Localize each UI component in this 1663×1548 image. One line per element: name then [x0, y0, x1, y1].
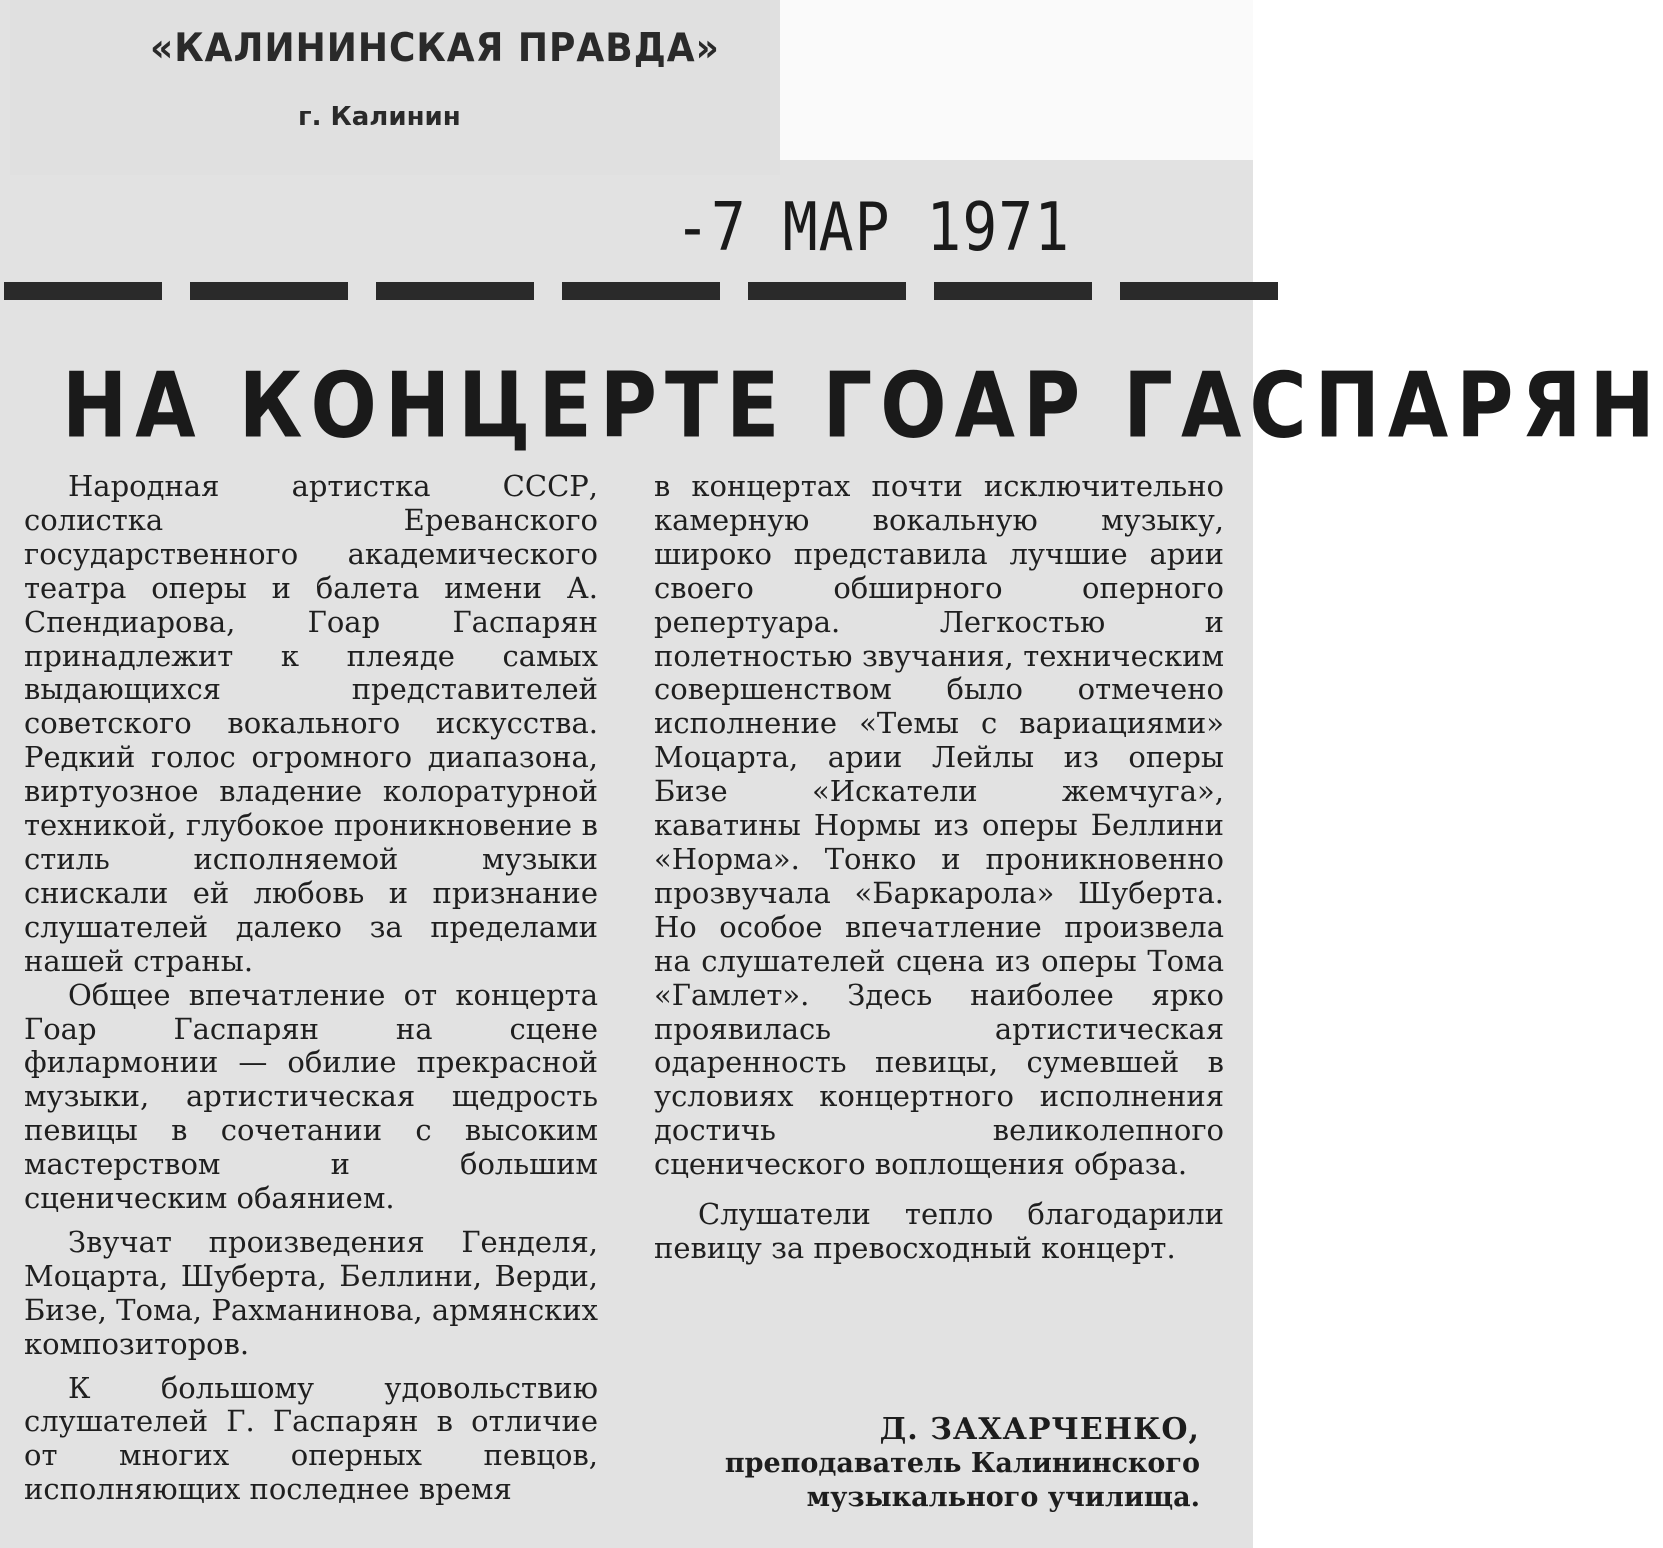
paragraph: Народная артистка СССР, солистка Ереванского государственного академического театра оперы и балета имени А. Спендиарова, Гоар Гаспарян принадлежит к плеяде самых выдающихся представителей советского вокального искусства. Редкий голос огромного диапазона, виртуозное владение колоратурной техникой, глубокое проникновение в стиль исполняемой музыки снискали ей любовь и признание слушателей далеко за пределами нашей страны. — [24, 469, 598, 978]
newspaper-city: г. Калинин — [298, 102, 461, 132]
date-stamp: -7 МАР 1971 — [675, 188, 1071, 267]
paragraph: К большому удовольствию слушателей Г. Гаспарян в отличие от многих оперных певцов, исполняющих последнее время — [24, 1370, 598, 1507]
clipping-cut-notch — [780, 0, 1253, 160]
paragraph: в концертах почти исключительно камерную вокальную музыку, широко представила лучшие арии своего обширного оперного репертуара. Легкостью и полетностью звучания, техническим совершенством было отмечено исполнение «Темы с вариациями» Моцарта, арии Лейлы из оперы Бизе «Искатели жемчуга», каватины Нормы из оперы Беллини «Норма». Тонко и проникновенно прозвучала «Баркарола» Шуберта. Но особое впечатление произвела на слушателей сцена из оперы Тома «Гамлет». Здесь наиболее ярко проявилась артистическая одаренность певицы, сумевшей в условиях концертного исполнения достичь великолепного сценического воплощения образа. — [654, 469, 1224, 1182]
paragraph: Общее впечатление от концерта Гоар Гаспарян на сцене филармонии — обилие прекрасной музыки, артистическая щедрость певицы в сочетании с высоким мастерством и большим сценическим обаянием. — [24, 977, 598, 1216]
author-role: преподаватель Калининского музыкального училища. — [724, 1448, 1200, 1513]
article-column-left — [24, 470, 598, 1507]
paragraph: Звучат произведения Генделя, Моцарта, Шуберта, Беллини, Верди, Бизе, Тома, Рахманинова, армянских композиторов. — [24, 1224, 598, 1361]
paragraph: Слушатели тепло благодарили певицу за превосходный концерт. — [654, 1197, 1224, 1265]
author-name: Д. ЗАХАРЧЕНКО, — [879, 1412, 1200, 1447]
article-column-right — [654, 470, 1224, 1266]
article-title: НА КОНЦЕРТЕ ГОАР ГАСПАРЯН — [62, 355, 1663, 459]
dashed-divider — [0, 282, 1253, 304]
author-signature — [700, 1412, 1200, 1515]
newspaper-name: «КАЛИНИНСКАЯ ПРАВДА» — [150, 25, 720, 72]
